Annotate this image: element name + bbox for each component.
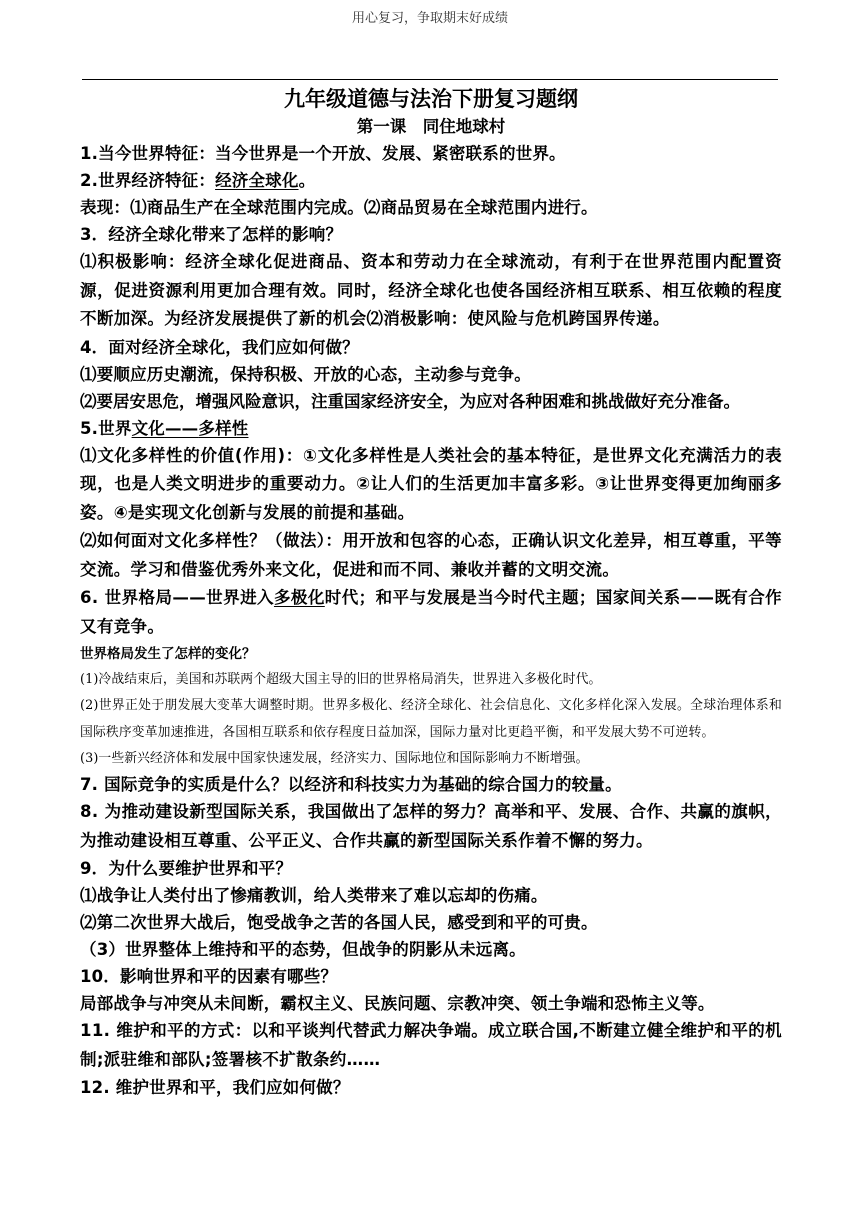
item-6-point-1: (1)冷战结束后，美国和苏联两个超级大国主导的旧的世界格局消失，世界进入多极化时代。 [80, 672, 602, 687]
document-title: 九年级道德与法治下册复习题纲 [284, 86, 578, 111]
item-4-answer-2: ⑵要居安思危，增强风险意识，注重国家经济安全，为应对各种困难和挑战做好充分准备。 [80, 391, 740, 411]
item-5-answer-2: ⑵如何面对文化多样性？（做法）：用开放和包容的心态，正确认识文化差异，相互尊重，平等交流。学习和借鉴优秀外来文化，促进和而不同、兼收并蓄的文明交流。 [80, 531, 782, 579]
item-9-answer-3: （3）世界整体上维持和平的态势，但战争的阴影从未远离。 [80, 940, 526, 959]
lesson-title: 第一课 同住地球村 [356, 117, 506, 136]
item-12: 12. 维护世界和平，我们应如何做？ [80, 1078, 350, 1097]
item-11: 11. 维护和平的方式：以和平谈判代替武力解决争端。成立联合国,不断建立健全维护和平的机制;派驻维和部队;签署核不扩散条约…… [80, 1021, 782, 1069]
item-5-term-1: 文化 [131, 418, 165, 438]
item-2-suffix: 。 [298, 171, 316, 190]
item-5-prefix: 5.世界 [80, 418, 132, 438]
item-2 [80, 167, 782, 194]
item-4-answer-1: ⑴要顺应历史潮流，保持积极、开放的心态，主动参与竞争。 [80, 364, 531, 384]
item-6-point-2: (2)世界正处于朋发展大变革大调整时期。世界多极化、经济全球化、社会信息化、文化多样化深入发展。全球治理体系和国际秩序变革加速推进，各国相互联系和依存程度日益加深，国际力量对比更趋平衡，和平发展大势不可逆转。 [80, 698, 782, 740]
item-8: 8. 为推动建设新型国际关系，我国做出了怎样的努力？高举和平、发展、合作、共赢的旗帜，为推动建设相互尊重、公平正义、合作共赢的新型国际关系作着不懈的努力。 [80, 802, 782, 850]
item-5-dash: —— [164, 418, 199, 438]
header-text: 用心复习，争取期末好成绩 [351, 11, 508, 26]
item-3-answer: ⑴积极影响：经济全球化促进商品、资本和劳动力在全球流动，有利于在世界范围内配置资源，促进资源利用更加合理有效。同时，经济全球化也使各国经济相互联系、相互依赖的程度不断加深。为经济发展提供了新的机会⑵消极影响：使风险与危机跨国界传递。 [80, 252, 782, 328]
item-6-suffix: 时代；和平与发展是当今时代主题；国家间关系——既有合作又有竞争。 [80, 588, 782, 636]
item-6-subheading: 世界格局发生了怎样的变化？ [80, 646, 256, 662]
item-6-prefix: 6. 世界格局——世界进入 [80, 588, 274, 607]
item-5-answer-1: ⑴文化多样性的价值(作用)：①文化多样性是人类社会的基本特征，是世界文化充满活力的表现，也是人类文明进步的重要动力。②让人们的生活更加丰富多彩。③让世界变得更加绚丽多姿。④是实现文化创新与发展的前提和基础。 [80, 445, 782, 522]
item-9-answer-1: ⑴战争让人类付出了惨痛教训，给人类带来了难以忘却的伤痛。 [80, 886, 548, 905]
item-6-point-3: (3)一些新兴经济体和发展中国家快速发展，经济实力、国际地位和国际影响力不断增强。 [80, 751, 589, 766]
item-4: 4．面对经济全球化，我们应如何做？ [80, 337, 359, 357]
item-2-prefix: 2.世界经济特征： [80, 171, 216, 190]
item-5-term-2: 多样性 [198, 418, 249, 438]
item-2-term: 经济全球化 [215, 171, 299, 190]
header-rule [82, 79, 778, 80]
item-5 [80, 415, 782, 442]
item-3: 3．经济全球化带来了怎样的影响？ [80, 225, 343, 244]
item-9: 9．为什么要维护世界和平？ [80, 859, 293, 878]
item-10-answer: 局部战争与冲突从未间断，霸权主义、民族问题、宗教冲突、领土争端和恐怖主义等。 [80, 994, 715, 1013]
item-2-detail: 表现：⑴商品生产在全球范围内完成。⑵商品贸易在全球范围内进行。 [80, 198, 598, 217]
item-1: 1.当今世界特征：当今世界是一个开放、发展、紧密联系的世界。 [80, 144, 566, 163]
item-6 [80, 584, 782, 641]
document-body [80, 84, 782, 1101]
item-10: 10．影响世界和平的因素有哪些？ [80, 967, 338, 986]
item-9-answer-2: ⑵第二次世界大战后，饱受战争之苦的各国人民，感受到和平的可贵。 [80, 913, 598, 932]
item-7: 7. 国际竞争的实质是什么？以经济和科技实力为基础的综合国力的较量。 [80, 775, 622, 794]
item-6-term: 多极化 [273, 588, 325, 607]
